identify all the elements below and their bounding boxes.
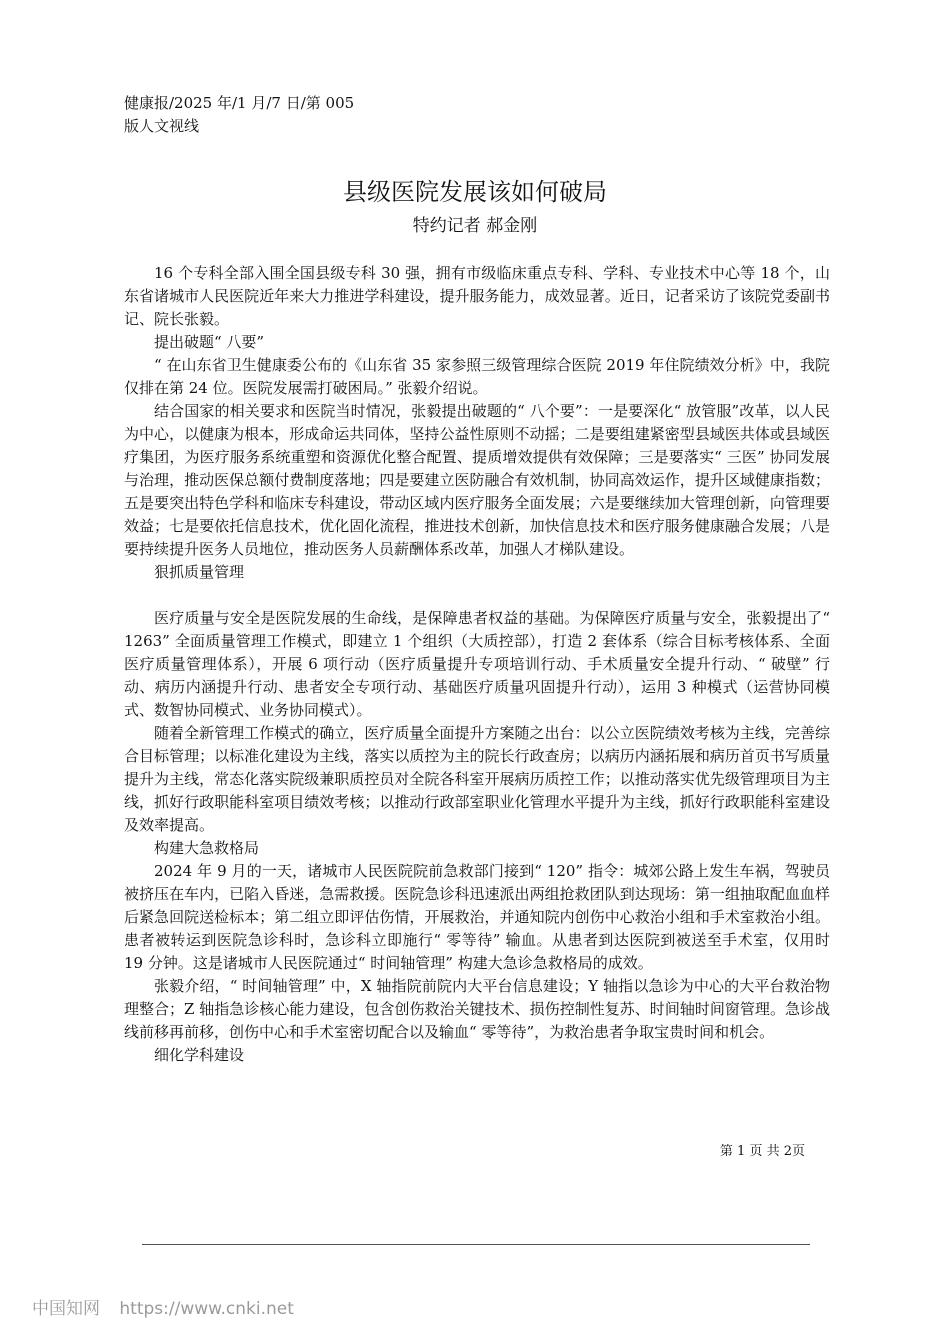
article-byline: 特约记者 郝金刚 bbox=[412, 216, 538, 236]
page-indicator: 第 1 页 共 2页 bbox=[719, 1144, 805, 1159]
section-heading: 提出破题“ 八要” bbox=[154, 333, 265, 351]
paragraph-intro: 16 个专科全部入围全国县级专科 30 强，拥有市级临床重点专科、学科、专业技术中心等 18 个，山东省诸城市人民医院近年来大力推进学科建设，提升服务能力，成效显著。近日，记者采访了该院党委副书记、院长张毅。 bbox=[124, 264, 830, 328]
paragraph: 结合国家的相关要求和医院当时情况，张毅提出破题的“ 八个要”：一是要深化“ 放管服”改革，以人民为中心，以健康为根本，形成命运共同体，坚持公益性原则不动摇；二是要组建紧密型县域医共体或县域医疗集团，为医疗服务系统重塑和资源优化整合配置、提质增效提供有效保障；三是要落实“ 三医” 协同发展与治理，推动医保总额付费制度落地；四是要建立医防融合有效机制，协同高效运作，提升区域健康指数；五是要突出特色学科和临床专科建设，带动区域内医疗服务全面发展；六是要继续加大管理创新，向管理要效益；七是要依托信息技术，优化固化流程，推进技术创新，加快信息技术和医疗服务健康融合发展；八是要持续提升医务人员地位，推动医务人员薪酬体系改革，加强人才梯队建设。 bbox=[124, 402, 830, 558]
footer-url-link[interactable]: https://www.cnki.net bbox=[119, 1299, 294, 1319]
footer-brand: 中国知网 bbox=[32, 1299, 100, 1319]
paragraph: 随着全新管理工作模式的确立，医疗质量全面提升方案随之出台：以公立医院绩效考核为主线，完善综合目标管理；以标准化建设为主线，落实以质控为主的院长行政查房；以病历内涵拓展和病历首页书写质量提升为主线，常态化落实院级兼职质控员对全院各科室开展病历质控工作；以推动落实优先级管理项目为主线，抓好行政职能科室项目绩效考核；以推动行政部室职业化管理水平提升为主线，抓好行政职能科室建设及效率提高。 bbox=[124, 724, 830, 834]
paragraph: 张毅介绍，“ 时间轴管理” 中，X 轴指院前院内大平台信息建设；Y 轴指以急诊为中心的大平台救治物理整合；Z 轴指急诊核心能力建设，包含创伤救治关键技术、损伤控制性复苏、时间轴时间窗管理。急诊战线前移再前移，创伤中心和手术室密切配合以及输血“ 零等待”，为救治患者争取宝贵时间和机会。 bbox=[124, 977, 830, 1041]
article-title: 县级医院发展该如何破局 bbox=[343, 178, 607, 207]
section-line: 版人文视线 bbox=[124, 117, 200, 135]
paragraph: 2024 年 9 月的一天，诸城市人民医院院前急救部门接到“ 120” 指令：城郊公路上发生车祸，驾驶员被挤压在车内，已陷入昏迷，急需救援。医院急诊科迅速派出两组抢救团队到达现场：第一组抽取配血血样后紧急回院送检标本；第二组立即评估伤情，开展救治，并通知院内创伤中心救治小组和手术室救治小组。患者被转运到医院急诊科时，急诊科立即施行“ 零等待” 输血。从患者到达医院到被送至手术室，仅用时 19 分钟。这是诸城市人民医院通过“ 时间轴管理” 构建大急诊急救格局的成效。 bbox=[124, 862, 830, 972]
section-heading: 构建大急救格局 bbox=[154, 839, 260, 857]
section-heading: 狠抓质量管理 bbox=[154, 563, 245, 581]
publication-meta bbox=[124, 92, 354, 138]
article-body bbox=[124, 262, 830, 1067]
section-heading: 细化学科建设 bbox=[154, 1046, 245, 1064]
paragraph: “ 在山东省卫生健康委公布的《山东省 35 家参照三级管理综合医院 2019 年住院绩效分析》中，我院仅排在第 24 位。医院发展需打破困局。” 张毅介绍说。 bbox=[124, 356, 830, 397]
source-line: 健康报/2025 年/1 月/7 日/第 005 bbox=[124, 94, 355, 112]
site-footer bbox=[32, 1294, 308, 1319]
paragraph: 医疗质量与安全是医院发展的生命线，是保障患者权益的基础。为保障医疗质量与安全，张毅提出了“ 1263” 全面质量管理工作模式，即建立 1 个组织（大质控部），打造 2 套体系（综合目标考核体系、全面医疗质量管理体系），开展 6 项行动（医疗质量提升专项培训行动、手术质量安全提升行动、“ 破壁” 行动、病历内涵提升行动、患者安全专项行动、基础医疗质量巩固提升行动），运用 3 种模式（运营协同模式、数智协同模式、业务协同模式）。 bbox=[124, 609, 830, 719]
divider bbox=[142, 1244, 810, 1245]
blank-line bbox=[124, 584, 830, 607]
